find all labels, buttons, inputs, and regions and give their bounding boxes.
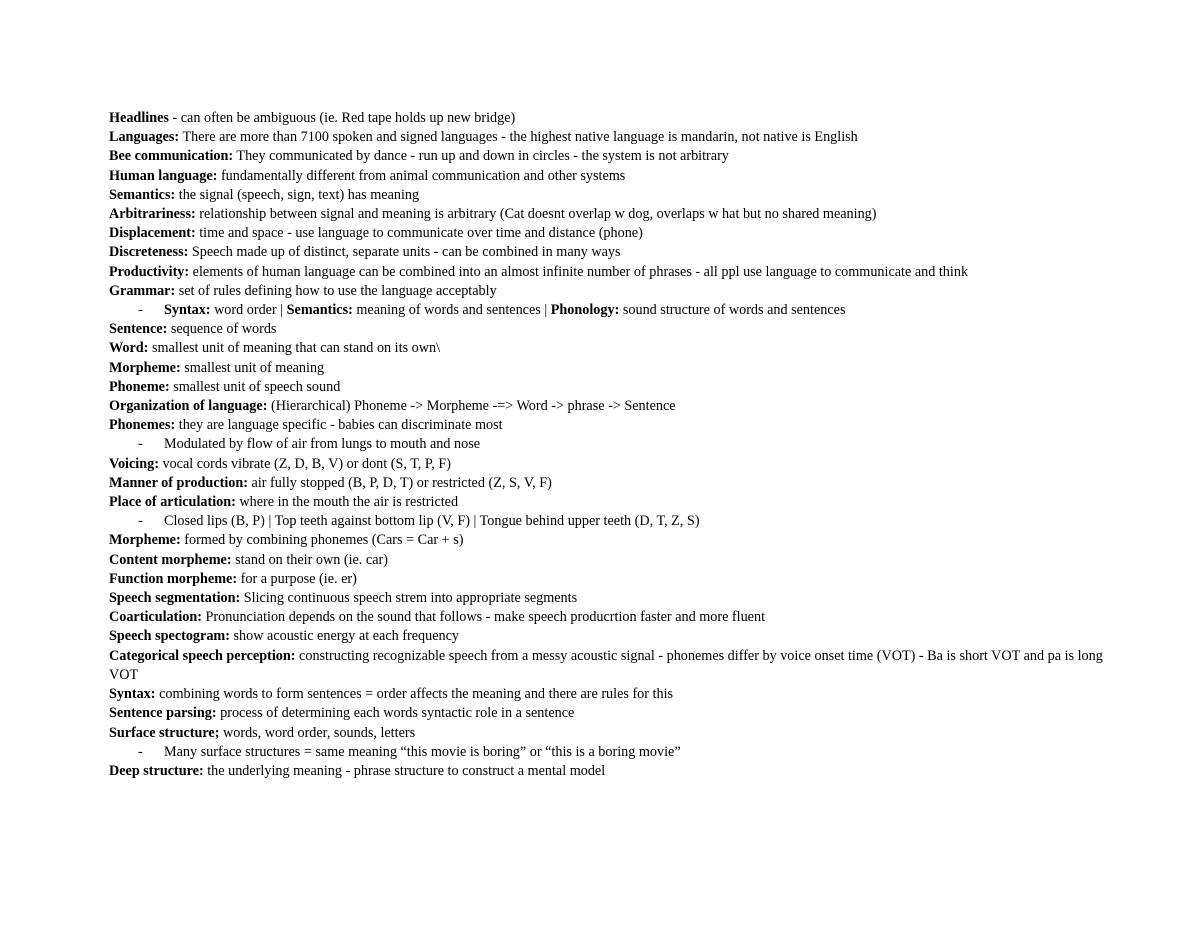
definition-text: process of determining each words syntactic role in a sentence	[216, 705, 575, 722]
definition-text: set of rules defining how to use the language acceptably	[175, 282, 497, 299]
definition-line	[109, 608, 1109, 627]
definition-line	[109, 551, 1109, 570]
definition-text: stand on their own (ie. car)	[231, 551, 388, 568]
term-label: Coarticulation:	[109, 609, 202, 626]
definition-text: (Hierarchical) Phoneme -> Morpheme -=> Word -> phrase -> Sentence	[267, 398, 676, 415]
term-label: Speech spectogram:	[109, 628, 230, 645]
term-label: Sentence parsing:	[109, 705, 217, 722]
definition-line	[109, 128, 1109, 147]
definition-text: vocal cords vibrate (Z, D, B, V) or dont (S, T, P, F)	[158, 455, 451, 472]
term-label: Human language:	[109, 167, 218, 184]
definition-text: They communicated by dance - run up and down in circles - the system is not arbitrary	[233, 148, 729, 165]
term-label: Content morpheme:	[109, 551, 232, 568]
definition-text: air fully stopped (B, P, D, T) or restricted (Z, S, V, F)	[248, 474, 552, 491]
definition-text: Slicing continuous speech strem into appropriate segments	[240, 590, 578, 607]
term-label: Phoneme:	[109, 378, 170, 395]
definition-line	[109, 359, 1109, 378]
definition-text: the signal (speech, sign, text) has meaning	[175, 186, 420, 203]
definition-text: show acoustic energy at each frequency	[229, 628, 459, 645]
notes-document	[109, 109, 1109, 781]
definition-line	[109, 762, 1109, 781]
bullet-dash: -	[138, 513, 143, 530]
term-label: Place of articulation:	[109, 494, 236, 511]
definition-text: - can often be ambiguous (ie. Red tape holds up new bridge)	[168, 110, 516, 126]
definition-line	[109, 205, 1109, 224]
definition-line	[109, 378, 1109, 397]
definition-text: elements of human language can be combined into an almost infinite number of phrases - all ppl use language to communicate and think	[189, 263, 969, 280]
term-label: Displacement:	[109, 225, 196, 242]
definition-text: constructing recognizable speech from a messy acoustic signal - phonemes differ by voice onset time (VOT) - Ba is short VOT and pa is long VOT	[109, 647, 1103, 683]
term-label: Phonology:	[550, 302, 620, 319]
definition-line	[109, 320, 1109, 339]
definition-text: Closed lips (B, P) | Top teeth against bottom lip (V, F) | Tongue behind upper teeth (D, T, Z, S)	[164, 513, 700, 530]
term-label: Function morpheme:	[109, 570, 238, 587]
definition-text: smallest unit of meaning	[180, 359, 325, 376]
definition-text: smallest unit of meaning that can stand on its own\	[148, 340, 441, 357]
definition-line	[109, 724, 1109, 743]
term-label: Syntax:	[109, 686, 156, 703]
definition-line	[109, 589, 1109, 608]
bullet-line	[109, 512, 1109, 531]
definition-line	[109, 531, 1109, 550]
term-label: Semantics:	[109, 186, 176, 203]
definition-text: formed by combining phonemes (Cars = Car + s)	[180, 532, 464, 549]
term-label: Syntax:	[164, 302, 211, 319]
term-label: Voicing:	[109, 455, 159, 472]
definition-text: Speech made up of distinct, separate units - can be combined in many ways	[188, 244, 621, 261]
definition-line	[109, 397, 1109, 416]
term-label: Categorical speech perception:	[109, 647, 296, 664]
definition-line	[109, 704, 1109, 723]
definition-line	[109, 167, 1109, 186]
term-label: Semantics:	[286, 302, 353, 319]
definition-text: meaning of words and sentences |	[352, 302, 551, 319]
definition-line	[109, 570, 1109, 589]
definition-text: where in the mouth the air is restricted	[235, 494, 459, 511]
definition-text: Many surface structures = same meaning “this movie is boring” or “this is a boring movie”	[164, 743, 681, 760]
term-label: Phonemes:	[109, 417, 176, 434]
definition-line	[109, 282, 1109, 301]
term-label: Morpheme:	[109, 532, 181, 549]
bullet-dash: -	[138, 743, 143, 760]
definition-line	[109, 416, 1109, 435]
term-label: Languages:	[109, 129, 180, 146]
bullet-dash: -	[138, 302, 143, 319]
term-label: Headlines	[109, 110, 169, 126]
definition-line	[109, 455, 1109, 474]
definition-text: they are language specific - babies can discriminate most	[175, 417, 503, 434]
term-label: Discreteness:	[109, 244, 189, 261]
term-label: Sentence:	[109, 321, 168, 338]
term-label: Deep structure:	[109, 762, 204, 779]
term-label: Organization of language:	[109, 398, 268, 415]
bullet-line	[109, 743, 1109, 762]
definition-line	[109, 339, 1109, 358]
definition-text: Pronunciation depends on the sound that follows - make speech producrtion faster and more fluent	[202, 609, 766, 626]
definition-line	[109, 224, 1109, 243]
term-label: Surface structure;	[109, 724, 220, 741]
term-label: Productivity:	[109, 263, 190, 280]
definition-line	[109, 243, 1109, 262]
term-label: Word:	[109, 340, 149, 357]
term-label: Grammar:	[109, 282, 176, 299]
definition-text: combining words to form sentences = order affects the meaning and there are rules for this	[155, 686, 674, 703]
definition-text: for a purpose (ie. er)	[237, 570, 357, 587]
definition-text: the underlying meaning - phrase structure to construct a mental model	[203, 762, 606, 779]
definition-line	[109, 685, 1109, 704]
definition-text: Modulated by flow of air from lungs to mouth and nose	[164, 436, 481, 453]
definition-line	[109, 474, 1109, 493]
bullet-line	[109, 301, 1109, 320]
definition-text: sound structure of words and sentences	[619, 302, 846, 319]
definition-line	[109, 186, 1109, 205]
term-label: Bee communication:	[109, 148, 234, 165]
definition-line	[109, 493, 1109, 512]
definition-text: word order |	[210, 302, 287, 319]
bullet-line	[109, 435, 1109, 454]
definition-text: smallest unit of speech sound	[169, 378, 341, 395]
definition-line	[109, 263, 1109, 282]
term-label: Morpheme:	[109, 359, 181, 376]
definition-line	[109, 147, 1109, 166]
term-label: Speech segmentation:	[109, 590, 241, 607]
definition-line	[109, 647, 1109, 685]
definition-text: sequence of words	[167, 321, 277, 338]
definition-text: relationship between signal and meaning is arbitrary (Cat doesnt overlap w dog, overlaps w hat but no shared meaning)	[195, 206, 877, 223]
definition-text: words, word order, sounds, letters	[219, 724, 416, 741]
bullet-dash: -	[138, 436, 143, 453]
definition-text: There are more than 7100 spoken and signed languages - the highest native language is mandarin, not native is English	[179, 129, 858, 146]
definition-line	[109, 109, 1109, 128]
definition-text: time and space - use language to communicate over time and distance (phone)	[195, 225, 643, 242]
term-label: Manner of production:	[109, 474, 248, 491]
term-label: Arbitrariness:	[109, 206, 196, 223]
definition-text: fundamentally different from animal communication and other systems	[217, 167, 626, 184]
definition-line	[109, 627, 1109, 646]
